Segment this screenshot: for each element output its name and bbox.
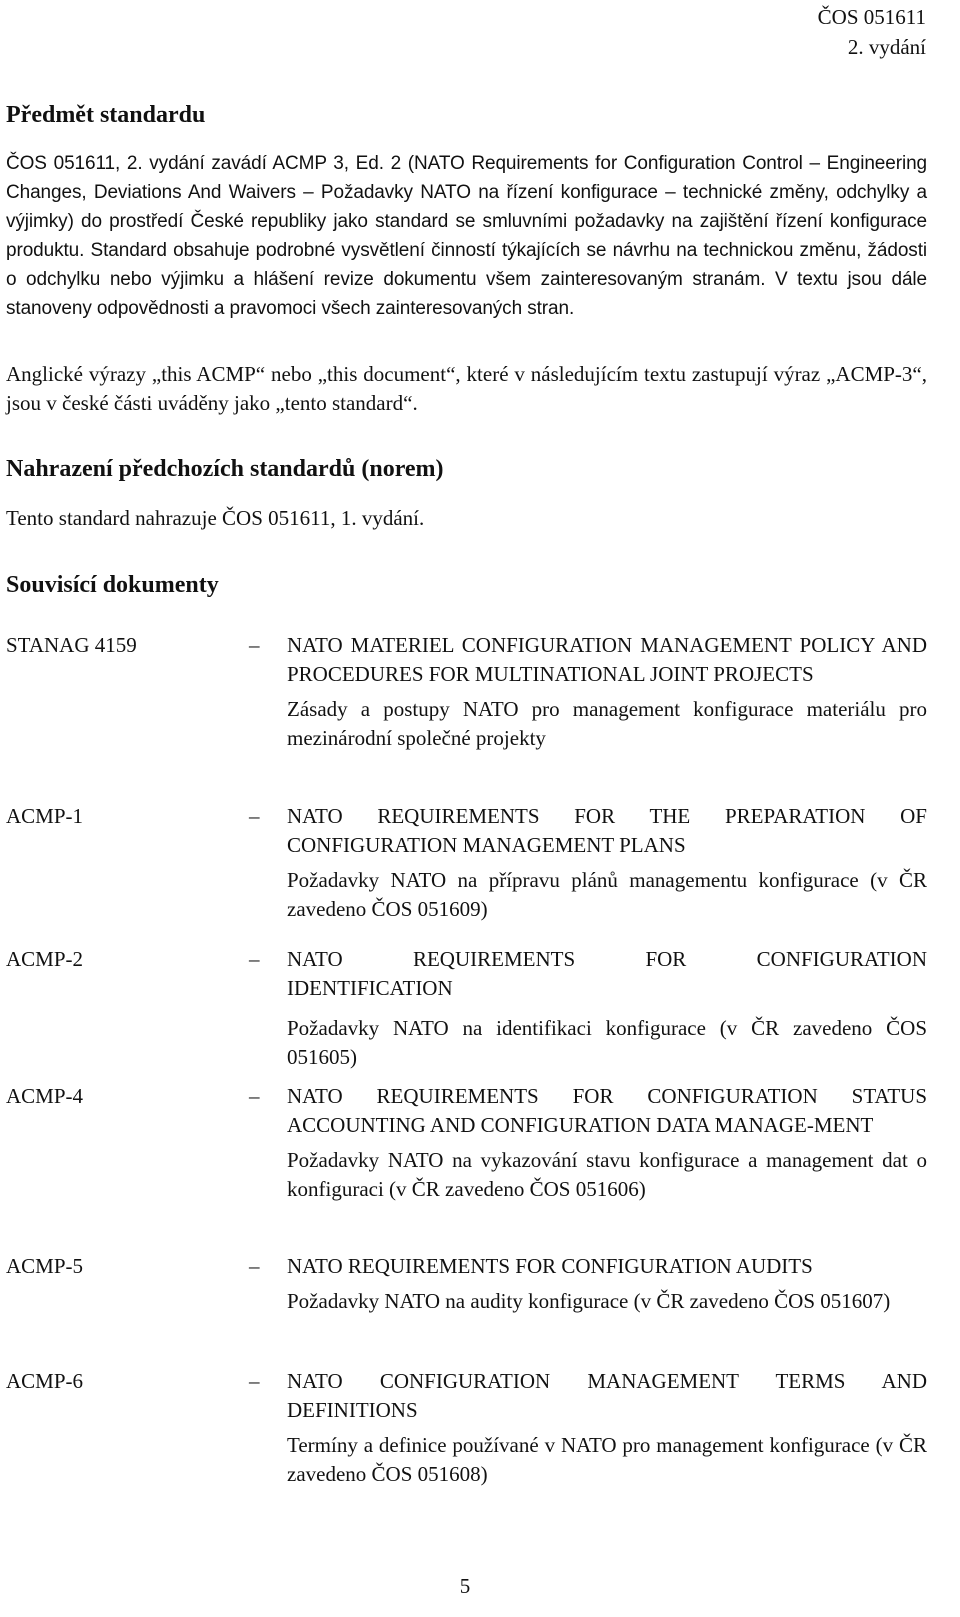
related-item-english-title: NATO REQUIREMENTS FOR CONFIGURATION STATUS ACCOUNTING AND CONFIGURATION DATA MANAGE-MENT	[287, 1084, 927, 1137]
related-item-dash: –	[249, 804, 260, 828]
related-item-english-title: NATO REQUIREMENTS FOR CONFIGURATION AUDITS	[287, 1254, 813, 1278]
related-item-czech-title: Zásady a postupy NATO pro management konfigurace materiálu pro mezinárodní společné projekty	[287, 697, 927, 750]
page-header	[818, 2, 926, 62]
replacement-paragraph: Tento standard nahrazuje ČOS 051611, 1. vydání.	[6, 506, 425, 530]
related-item-code: ACMP-2	[6, 947, 84, 971]
related-item-code: ACMP-1	[6, 804, 84, 828]
related-item-czech-title: Požadavky NATO na identifikaci konfigurace (v ČR zavedeno ČOS 051605)	[287, 1016, 927, 1069]
related-item-czech-title: Požadavky NATO na audity konfigurace (v ČR zavedeno ČOS 051607)	[287, 1289, 891, 1313]
page-number: 5	[459, 1574, 471, 1598]
related-item-english-title: NATO MATERIEL CONFIGURATION MANAGEMENT POLICY AND PROCEDURES FOR MULTINATIONAL JOINT PROJECTS	[287, 633, 927, 686]
related-item-czech-title: Požadavky NATO na přípravu plánů managementu konfigurace (v ČR zavedeno ČOS 051609)	[287, 868, 927, 921]
related-item-english-title: NATO REQUIREMENTS FOR CONFIGURATION IDENTIFICATION	[287, 947, 927, 1000]
related-item-code: ACMP-4	[6, 1084, 84, 1108]
related-item-czech-title: Požadavky NATO na vykazování stavu konfigurace a management dat o konfiguraci (v ČR zavedeno ČOS 051606)	[287, 1148, 927, 1201]
related-item-dash: –	[249, 1369, 260, 1393]
related-item-dash: –	[249, 1254, 260, 1278]
related-item-code: STANAG 4159	[6, 633, 137, 657]
related-item-dash: –	[249, 1084, 260, 1108]
section-title-subject: Předmět standardu	[6, 102, 206, 128]
related-item-code: ACMP-5	[6, 1254, 84, 1278]
section-title-related: Souvisící dokumenty	[6, 572, 219, 598]
related-item-english-title: NATO CONFIGURATION MANAGEMENT TERMS AND DEFINITIONS	[287, 1369, 927, 1422]
related-item-dash: –	[249, 947, 260, 971]
related-item-dash: –	[249, 633, 260, 657]
related-item-czech-title: Termíny a definice používané v NATO pro management konfigurace (v ČR zavedeno ČOS 051608)	[287, 1433, 927, 1486]
related-item-english-title: NATO REQUIREMENTS FOR THE PREPARATION OF CONFIGURATION MANAGEMENT PLANS	[287, 804, 927, 857]
header-edition: 2. vydání	[847, 35, 926, 59]
header-code: ČOS 051611	[817, 5, 926, 29]
subject-paragraph-2: Anglické výrazy „this ACMP“ nebo „this document“, které v následujícím textu zastupují výraz „ACMP-3“, jsou v české části uváděny jako „tento standard“.	[6, 362, 927, 415]
subject-paragraph-1: ČOS 051611, 2. vydání zavádí ACMP 3, Ed. 2 (NATO Requirements for Configuration Control – Engineering Changes, Deviations And Waivers – Požadavky NATO na řízení konfigurace – technické změny, odchylky a výjimky) do prostředí České republiky jako standard se smluvními požadavky na zajištění řízení konfigurace produktu. Standard obsahuje podrobné vysvětlení činností týkajících se návrhu na technickou změnu, žádosti o odchylku nebo výjimku a hlášení revize dokumentu všem zainteresovaným stranám. V textu jsou dále stanoveny odpovědnosti a pravomoci všech zainteresovaných stran.	[6, 153, 927, 319]
related-item-code: ACMP-6	[6, 1369, 84, 1393]
section-title-replacement: Nahrazení předchozích standardů (norem)	[6, 456, 444, 482]
